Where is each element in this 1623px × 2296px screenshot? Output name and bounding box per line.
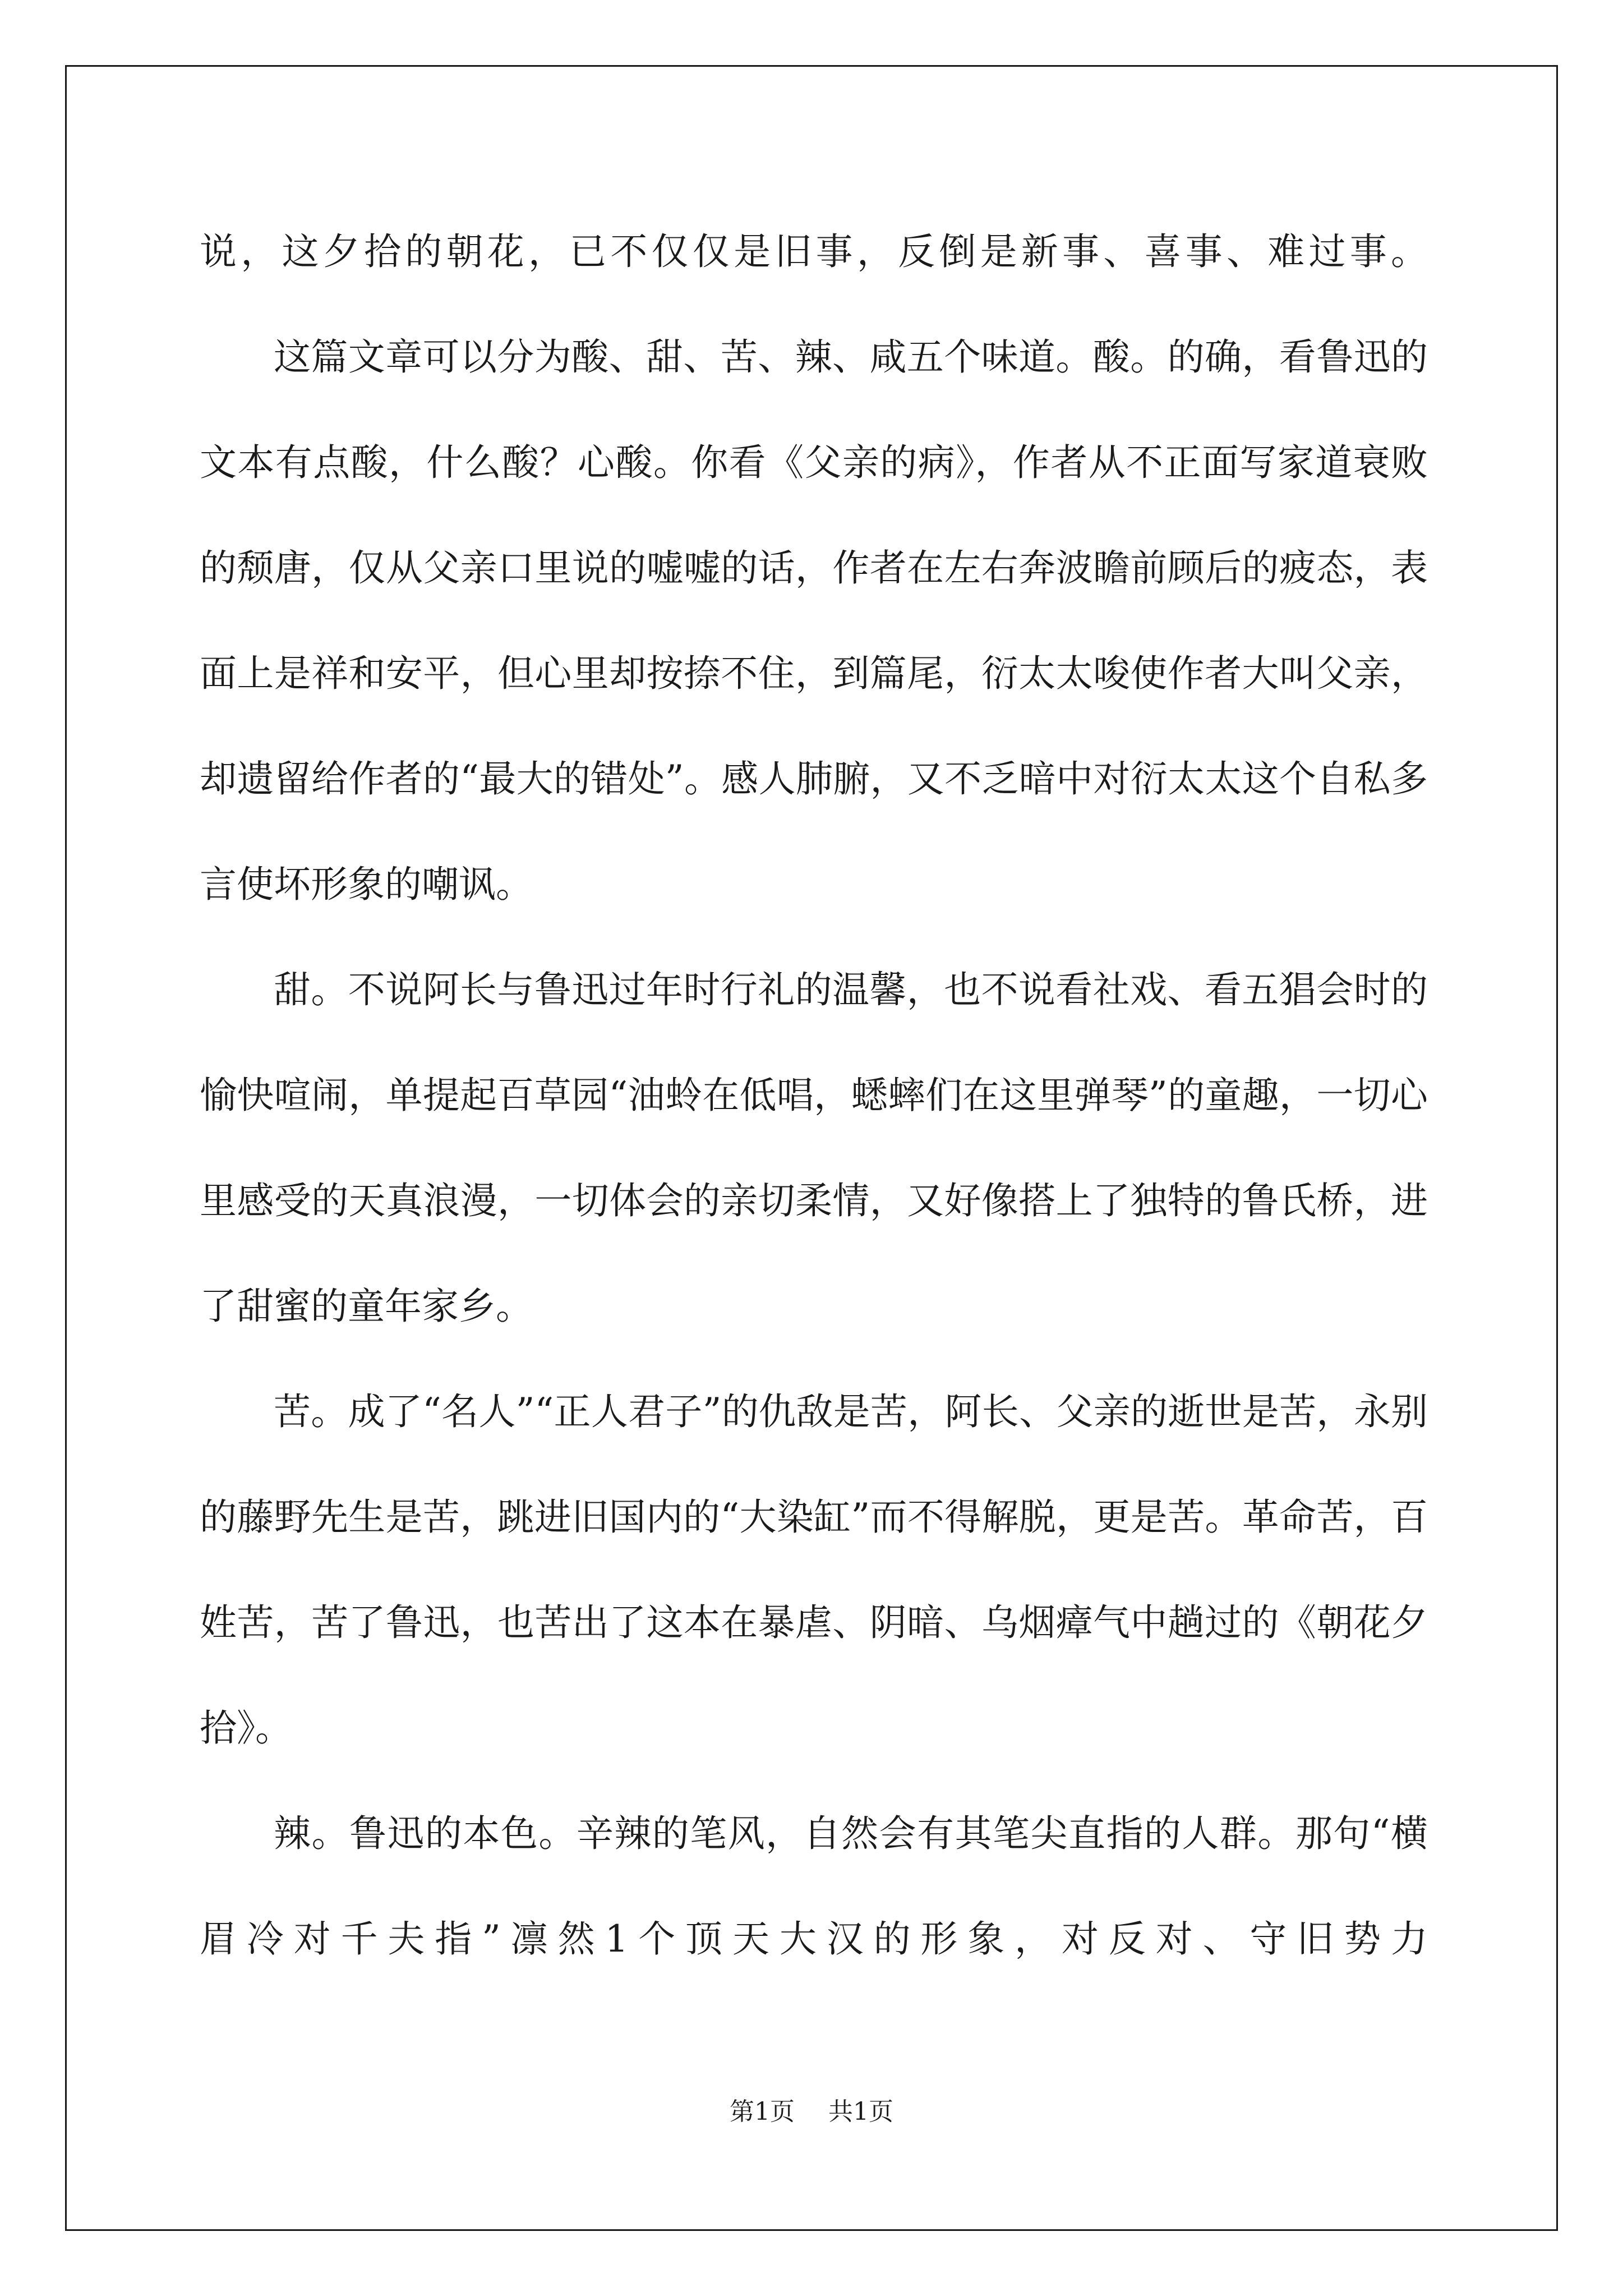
paragraph-2: 这篇文章可以分为酸、甜、苦、辣、咸五个味道。酸。的确，看鲁迅的文本有点酸，什么酸？心酸。你看《父亲的病》，作者从不正面写家道衰败的颓唐，仅从父亲口里说的嘘嘘的话，作者在左右奔波瞻前顾后的疲态，表面上是祥和安平，但心里却按捺不住，到篇尾，衍太太唆使作者大叫父亲，却遗留给作者的“最大的错处”。感人肺腑，又不乏暗中对衍太太这个自私多言使坏形象的嘲讽。 xyxy=(200,335,1428,906)
paragraph-3: 甜。不说阿长与鲁迅过年时行礼的温馨，也不说看社戏、看五猖会时的愉快喧闹，单提起百草园“油蛉在低唱，蟋蟀们在这里弹琴”的童趣，一切心里感受的天真浪漫，一切体会的亲切柔情，又好像搭上了独特的鲁氏桥，进了甜蜜的童年家乡。 xyxy=(200,968,1428,1328)
document-body xyxy=(200,199,1428,1992)
paragraph-1: 说，这夕拾的朝花，已不仅仅是旧事，反倒是新事、喜事、难过事。 xyxy=(200,230,1428,273)
page-footer xyxy=(0,2091,1623,2127)
paragraph-5: 辣。鲁迅的本色。辛辣的笔风，自然会有其笔尖直指的人群。那句“横眉冷对千夫指”凛然1个顶天大汉的形象，对反对、守旧势力 xyxy=(200,1812,1428,1961)
page-number: 第1页 xyxy=(730,2097,795,2126)
paragraph-4: 苦。成了“名人”“正人君子”的仇敌是苦，阿长、父亲的逝世是苦，永别的藤野先生是苦，跳进旧国内的“大染缸”而不得解脱，更是苦。革命苦，百姓苦，苦了鲁迅，也苦出了这本在暴虐、阴暗、乌烟瘴气中趟过的《朝花夕拾》。 xyxy=(200,1390,1428,1750)
page-total: 共1页 xyxy=(828,2097,893,2126)
